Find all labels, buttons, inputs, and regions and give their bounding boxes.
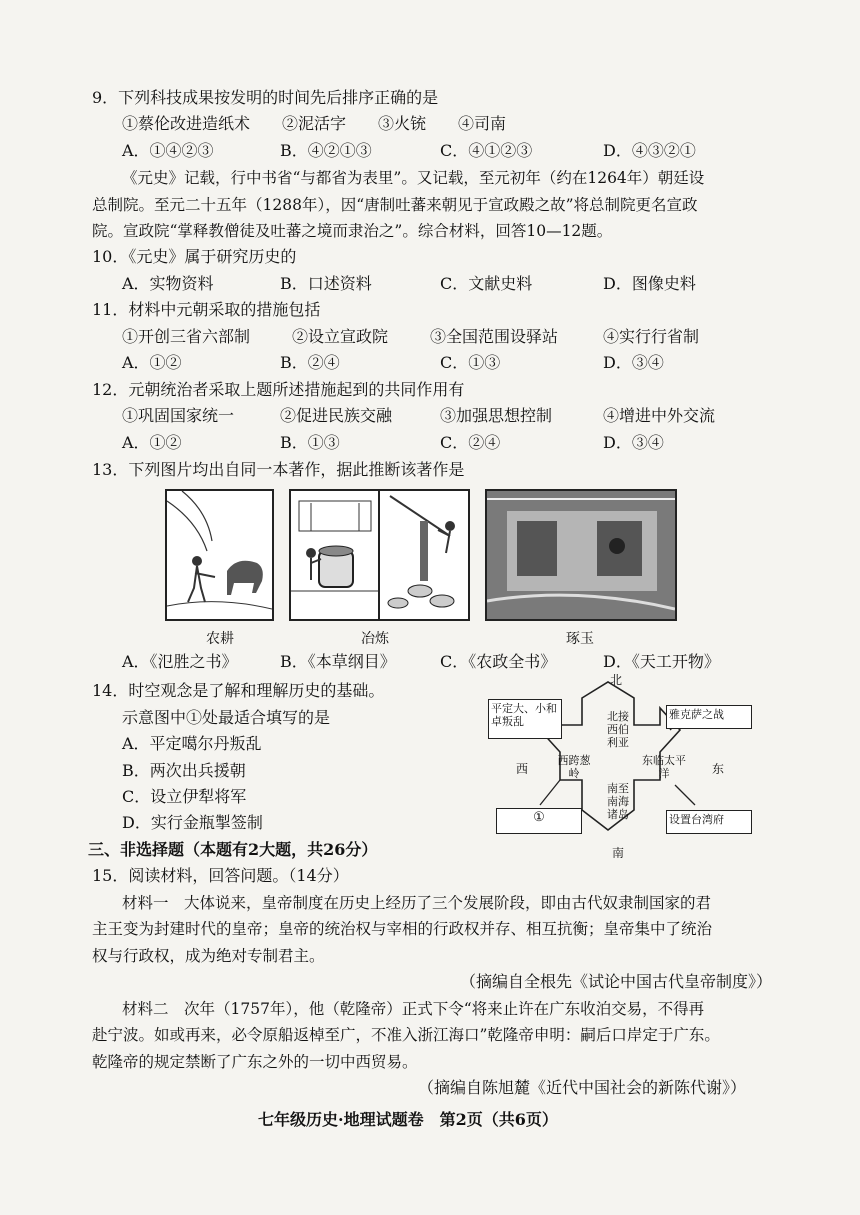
material-intro-line: 《元史》记载，行中书省“与都省为表里”。又记载，至元初年（约在1264年）朝廷设 (122, 169, 705, 187)
q11-item: ③全国范围设驿站 (430, 327, 559, 346)
q9-option-d: D．④③②① (603, 141, 696, 160)
q14-stem2: 示意图中①处最适合填写的是 (122, 708, 331, 727)
q15-material1-source: （摘编自全根先《试论中国古代皇帝制度》） (460, 972, 773, 991)
q15-stem: 15．阅读材料，回答问题。（14分） (92, 866, 349, 885)
q9-stem: 9．下列科技成果按发明的时间先后排序正确的是 (92, 88, 439, 107)
q15-material1-line: 材料一 大体说来，皇帝制度在历史上经历了三个发展阶段，即由古代奴隶制国家的君 (122, 894, 712, 912)
material-intro-line: 院。宣政院“掌释教僧徒及吐蕃之境而隶治之”。综合材料，回答10—12题。 (92, 222, 613, 240)
page-footer: 七年级历史·地理试题卷 第2页（共6页） (258, 1110, 558, 1129)
q12-stem: 12．元朝统治者采取上题所述措施起到的共同作用有 (92, 380, 465, 399)
q13-stem: 13．下列图片均出自同一本著作，据此推断该著作是 (92, 460, 465, 479)
box-west-event: 平定大、小和卓叛乱 (488, 699, 562, 739)
smelting-illustration-left (289, 489, 381, 621)
q13-option-c: C．《农政全书》 (440, 652, 557, 671)
box-north-event: 雅克萨之战 (666, 705, 752, 729)
q14-option-c: C．设立伊犁将军 (122, 787, 247, 806)
q12-option-a: A．①② (122, 433, 182, 452)
q15-material1-line: 主王变为封建时代的皇帝；皇帝的统治权与宰相的行政权并存、相互抗衡；皇帝集中了统治 (92, 920, 713, 938)
q12-item: ③加强思想控制 (440, 406, 553, 425)
south-label: 南 (612, 846, 625, 860)
q15-material2-line: 乾隆帝的规定禁断了广东之外的一切中西贸易。 (92, 1053, 418, 1071)
q13-option-b: B．《本草纲目》 (280, 652, 396, 671)
q15-material2-source: （摘编自陈旭麓《近代中国社会的新陈代谢》） (418, 1078, 747, 1097)
box-blank-1: ① (496, 808, 582, 834)
q13-option-a: A．《氾胜之书》 (122, 652, 238, 671)
q11-stem: 11．材料中元朝采取的措施包括 (92, 300, 321, 319)
q10-option-b: B．口述资料 (280, 274, 372, 293)
q14-option-b: B．两次出兵援朝 (122, 761, 246, 780)
center-north-text: 北接西伯利亚 (607, 710, 629, 749)
q12-option-c: C．②④ (440, 433, 501, 452)
q10-option-d: D．图像史料 (603, 274, 696, 293)
caption-jade: 琢玉 (566, 631, 594, 647)
q10-option-a: A．实物资料 (122, 274, 214, 293)
q11-option-a: A．①② (122, 353, 182, 372)
q11-option-c: C．①③ (440, 353, 501, 372)
q9-option-c: C．④①②③ (440, 141, 533, 160)
q12-option-b: B．①③ (280, 433, 340, 452)
jade-carving-illustration (485, 489, 677, 621)
smelting-illustration-right (378, 489, 470, 621)
q14-stem: 14．时空观念是了解和理解历史的基础。 (92, 681, 385, 700)
center-south-text: 南至南海诸岛 (607, 782, 629, 821)
north-label: 北 (610, 673, 623, 687)
center-east-text: 东临太平洋 (642, 754, 686, 780)
q15-material2-line: 材料二 次年（1757年），他（乾隆帝）正式下令“将来止许在广东收泊交易，不得再 (122, 1000, 705, 1018)
q9-option-a: A．①④②③ (122, 141, 214, 160)
east-label: 东 (712, 762, 725, 776)
q11-option-b: B．②④ (280, 353, 340, 372)
q14-option-d: D．实行金瓶掣签制 (122, 813, 263, 832)
q15-material2-line: 赴宁波。如或再来，必令原船返棹至广，不准入浙江海口”乾隆帝申明：嗣后口岸定于广东。 (92, 1026, 720, 1044)
caption-smelting: 冶炼 (361, 631, 389, 647)
q11-option-d: D．③④ (603, 353, 664, 372)
material-intro-line: 总制院。至元二十五年（1288年），因“唐制吐蕃来朝见于宣政殿之故”将总制院更名宣政 (92, 196, 698, 214)
q11-item: ④实行行省制 (603, 327, 700, 346)
q12-item: ②促进民族交融 (280, 406, 393, 425)
q11-item: ②设立宣政院 (292, 327, 389, 346)
box-east-event: 设置台湾府 (666, 810, 752, 834)
caption-farming: 农耕 (206, 631, 234, 647)
q10-stem: 10．《元史》属于研究历史的 (92, 247, 297, 266)
q9-items: ①蔡伦改进造纸术 ②泥活字 ③火铳 ④司南 (122, 114, 507, 133)
west-label: 西 (516, 762, 529, 776)
q12-item: ④增进中外交流 (603, 406, 716, 425)
q12-item: ①巩固国家统一 (122, 406, 235, 425)
q15-material1-line: 权与行政权，成为绝对专制君主。 (92, 947, 325, 965)
farming-illustration (165, 489, 274, 621)
q13-option-d: D．《天工开物》 (603, 652, 720, 671)
q9-option-b: B．④②①③ (280, 141, 372, 160)
q14-option-a: A．平定噶尔丹叛乱 (122, 734, 262, 753)
center-west-text: 西跨葱岭 (557, 754, 591, 780)
q11-item: ①开创三省六部制 (122, 327, 251, 346)
section-3-heading: 三、非选择题（本题有2大题，共26分） (88, 840, 378, 859)
q10-option-c: C．文献史料 (440, 274, 533, 293)
q12-option-d: D．③④ (603, 433, 664, 452)
